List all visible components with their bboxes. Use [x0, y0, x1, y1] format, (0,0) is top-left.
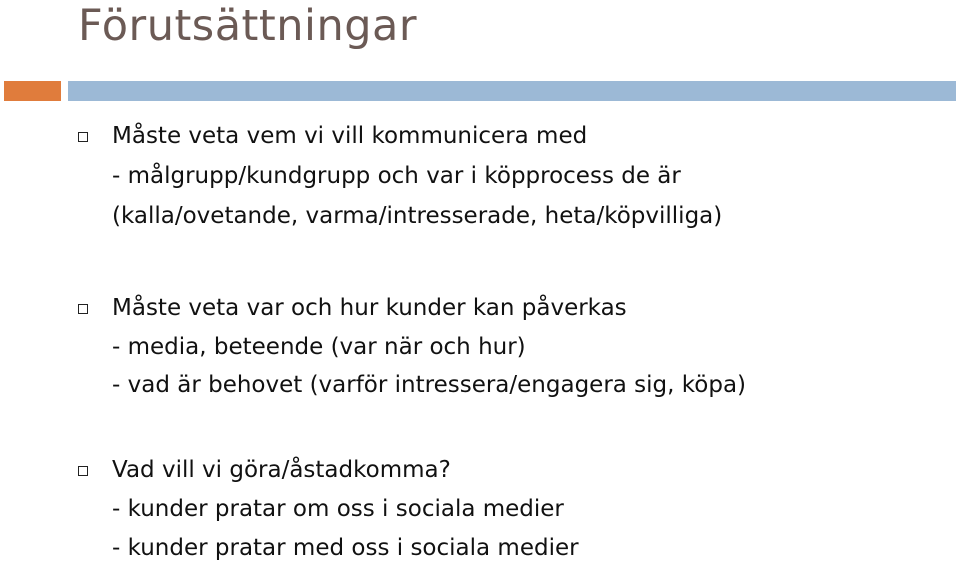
hollow-square-icon	[78, 466, 88, 476]
bullet-2-line-1: Måste veta var och hur kunder kan påverkas	[112, 295, 627, 321]
hollow-square-icon	[78, 132, 88, 142]
bullet-3-line-1: Vad vill vi göra/åstadkomma?	[112, 457, 451, 483]
bullet-2-line-2: - media, beteende (var när och hur)	[112, 334, 526, 360]
slide-title: Förutsättningar	[78, 1, 418, 51]
bullet-3-line-3: - kunder pratar med oss i sociala medier	[112, 535, 579, 561]
bullet-2-line-3: - vad är behovet (varför intressera/engagera sig, köpa)	[112, 372, 747, 398]
hollow-square-icon	[78, 304, 88, 314]
accent-bar-orange	[4, 81, 61, 101]
accent-bar-blue	[68, 81, 956, 101]
bullet-1-line-1: Måste veta vem vi vill kommunicera med	[112, 123, 588, 149]
bullet-3-line-2: - kunder pratar om oss i sociala medier	[112, 496, 564, 522]
bullet-1-line-2: - målgrupp/kundgrupp och var i köpprocess de är	[112, 163, 681, 189]
bullet-1-line-3: (kalla/ovetande, varma/intresserade, heta/köpvilliga)	[112, 203, 723, 229]
